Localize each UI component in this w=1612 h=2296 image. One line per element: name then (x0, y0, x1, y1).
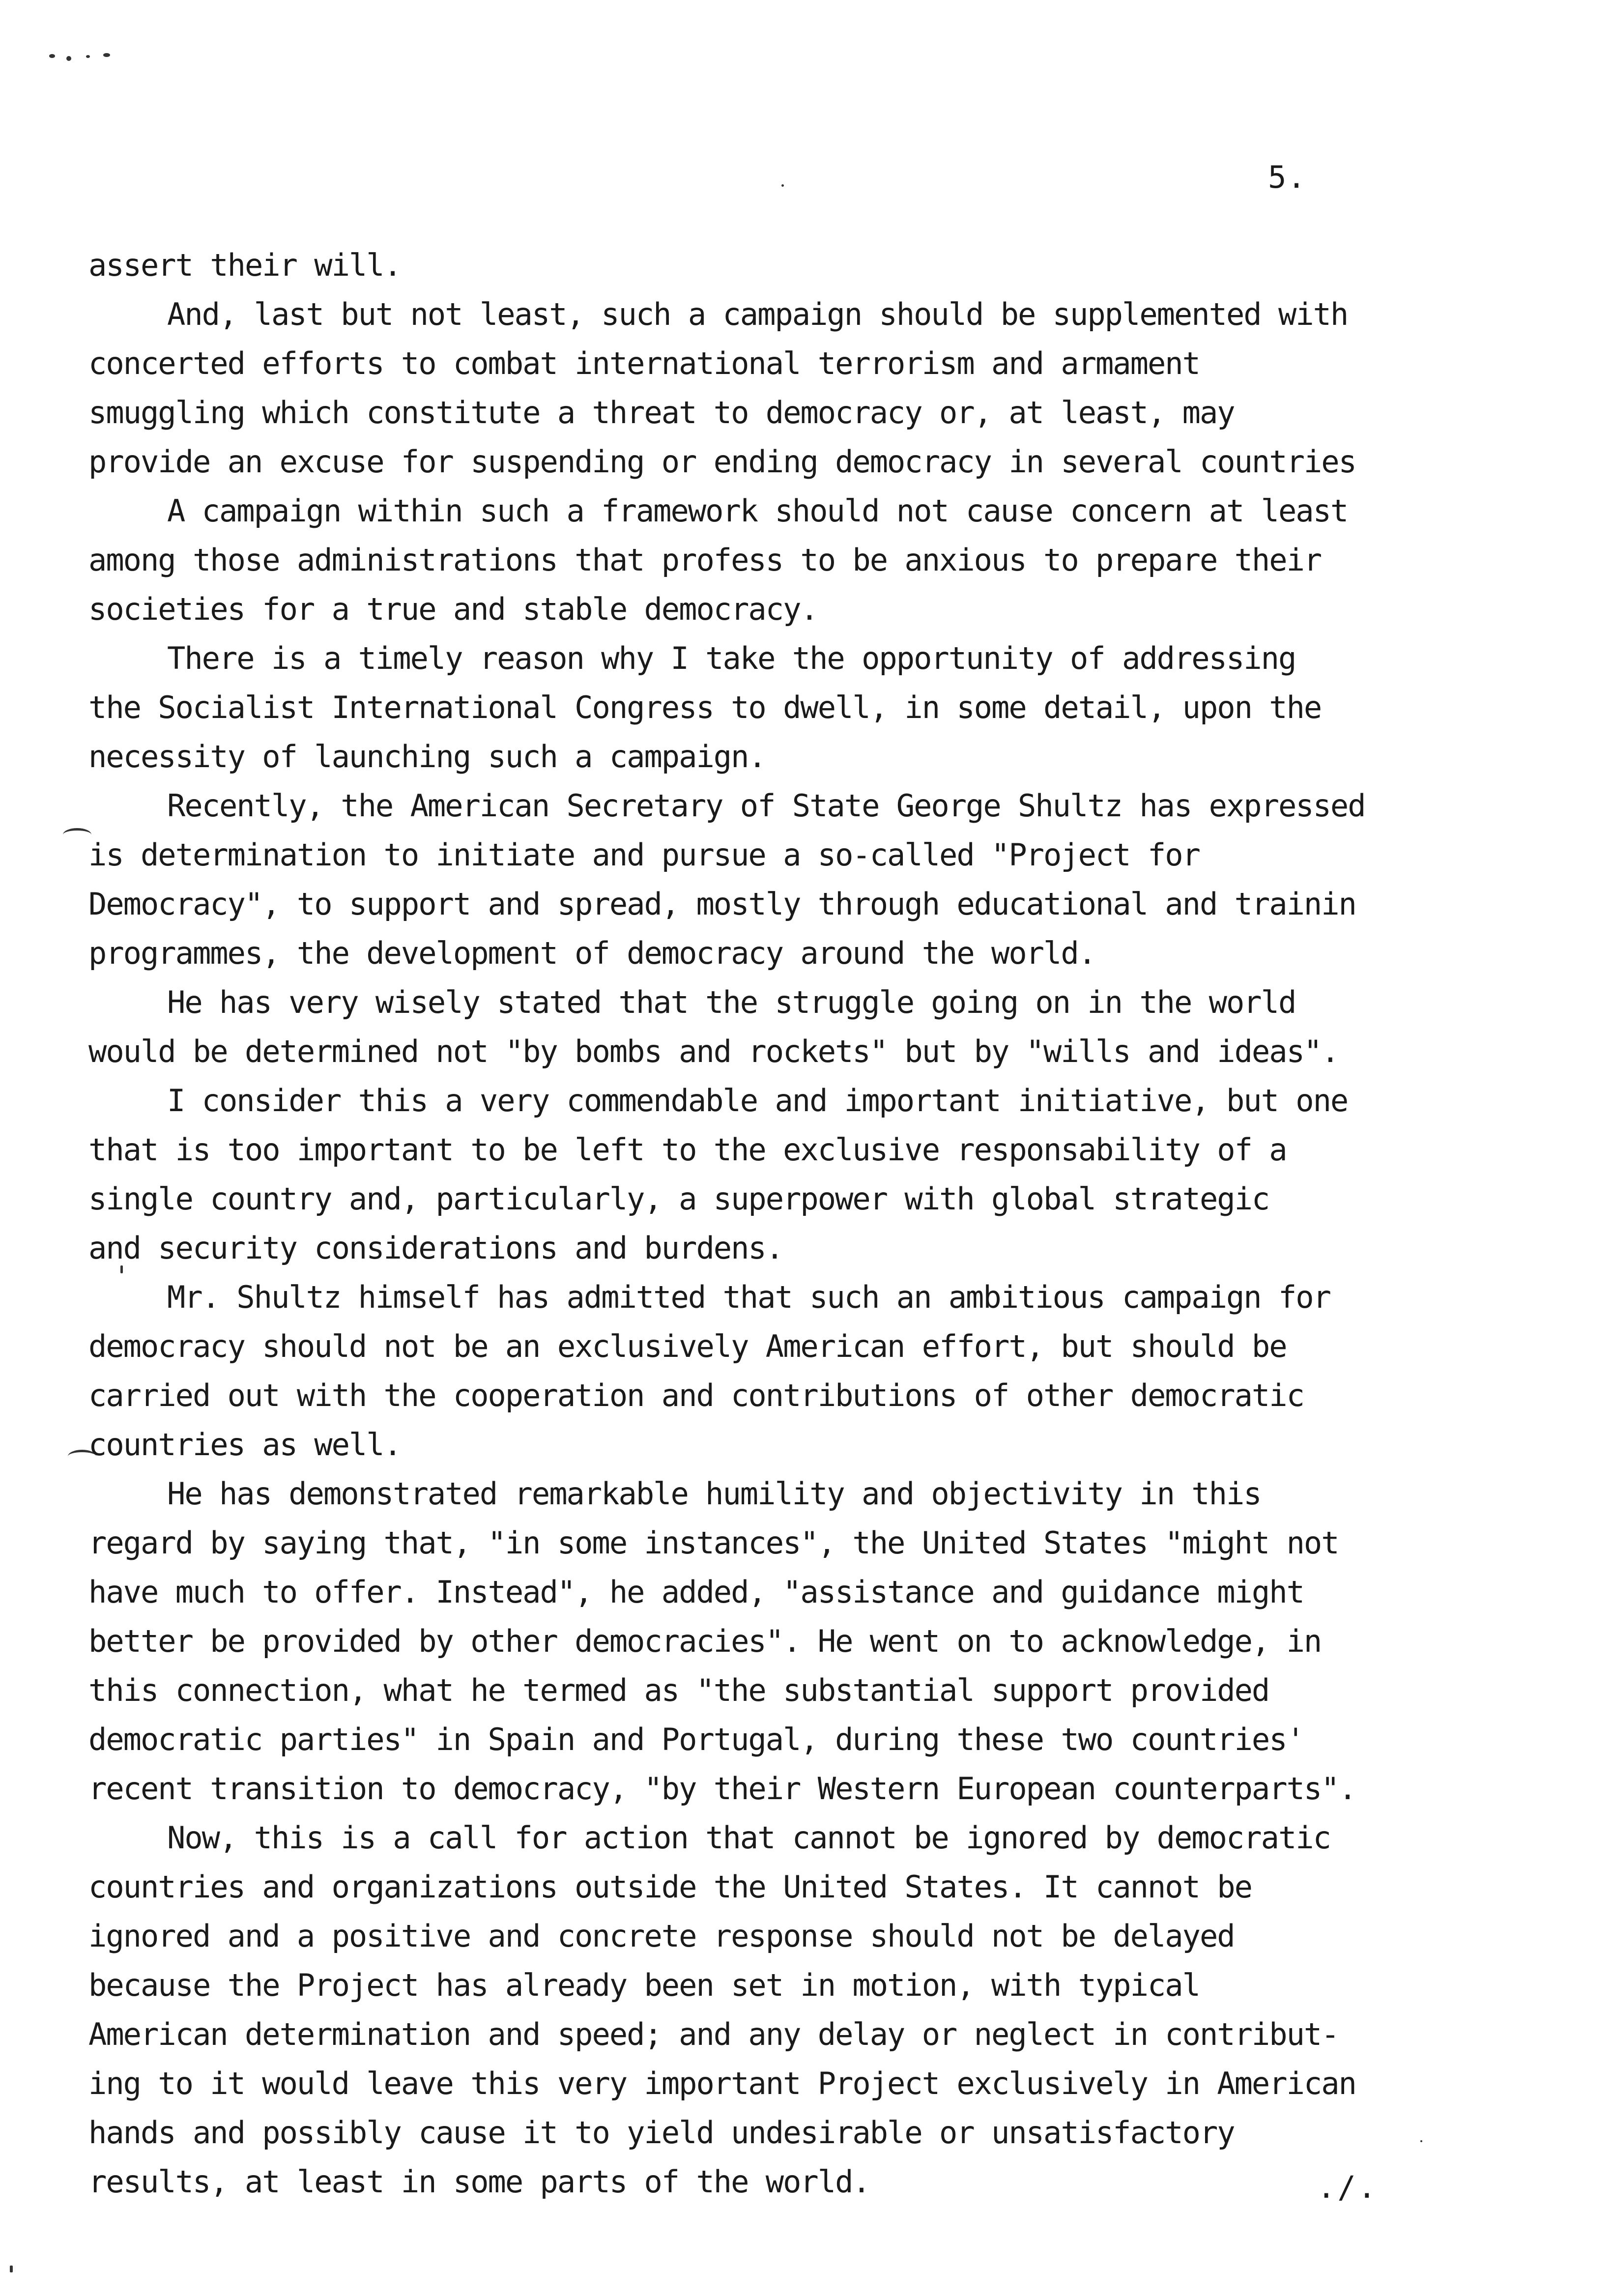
text-line: carried out with the cooperation and contributions of other democratic (88, 1378, 1304, 1413)
text-line: hands and possibly cause it to yield undesirable or unsatisfactory (88, 2115, 1235, 2151)
page-number: 5. (1268, 159, 1307, 195)
text-line: American determination and speed; and any delay or neglect in contribut- (88, 2016, 1339, 2052)
margin-speck (49, 54, 55, 58)
margin-speck (66, 56, 71, 61)
text-line: Now, this is a call for action that cannot be ignored by democratic (167, 1820, 1330, 1856)
margin-speck (103, 53, 110, 57)
text-line: Democracy", to support and spread, mostly through educational and trainin (88, 886, 1356, 922)
continuation-mark: ./. (1317, 2169, 1378, 2205)
text-line: is determination to initiate and pursue a so-called "Project for (88, 837, 1200, 873)
text-line: countries as well. (88, 1427, 401, 1463)
text-line: programmes, the development of democracy around the world. (88, 935, 1095, 971)
text-line: regard by saying that, "in some instances", the United States "might not (88, 1525, 1339, 1561)
text-line: this connection, what he termed as "the substantial support provided (88, 1672, 1269, 1708)
text-line: Recently, the American Secretary of State George Shultz has expressed (167, 788, 1365, 824)
text-line: societies for a true and stable democracy. (88, 591, 818, 627)
text-line: Mr. Shultz himself has admitted that such an ambitious campaign for (167, 1279, 1330, 1315)
text-line: assert their will. (88, 247, 401, 283)
text-line: better be provided by other democracies". He went on to acknowledge, in (88, 1623, 1322, 1659)
text-line: ing to it would leave this very important Project exclusively in American (88, 2066, 1356, 2101)
text-line: results, at least in some parts of the world. (88, 2164, 870, 2200)
text-line: countries and organizations outside the United States. It cannot be (88, 1869, 1252, 1905)
text-line: that is too important to be left to the exclusive responsability of a (88, 1132, 1287, 1168)
text-line: He has demonstrated remarkable humility and objectivity in this (167, 1476, 1261, 1512)
text-line: A campaign within such a framework should not cause concern at least (167, 493, 1348, 529)
text-line: and security considerations and burdens. (88, 1230, 783, 1266)
text-line: among those administrations that profess to be anxious to prepare their (88, 542, 1322, 578)
text-line: There is a timely reason why I take the opportunity of addressing (167, 640, 1296, 676)
margin-speck (86, 55, 90, 58)
text-line: And, last but not least, such a campaign should be supplemented with (167, 296, 1348, 332)
text-line: smuggling which constitute a threat to democracy or, at least, may (88, 395, 1235, 430)
text-line: concerted efforts to combat international terrorism and armament (88, 345, 1200, 381)
text-line: the Socialist International Congress to dwell, in some detail, upon the (88, 689, 1322, 725)
text-line: provide an excuse for suspending or ending democracy in several countries (88, 444, 1356, 480)
text-line: democratic parties" in Spain and Portugal, during these two countries' (88, 1722, 1304, 1757)
text-line: He has very wisely stated that the struggle going on in the world (167, 984, 1296, 1020)
margin-arc-mark (63, 828, 91, 841)
text-line: because the Project has already been set in motion, with typical (88, 1967, 1200, 2003)
margin-speck (10, 2266, 13, 2272)
text-line: recent transition to democracy, "by their Western European counterparts". (88, 1771, 1356, 1807)
text-line: democracy should not be an exclusively American effort, but should be (88, 1328, 1287, 1364)
text-line: I consider this a very commendable and important initiative, but one (167, 1083, 1348, 1119)
text-line: would be determined not "by bombs and rockets" but by "wills and ideas". (88, 1033, 1339, 1069)
text-line: have much to offer. Instead", he added, "assistance and guidance might (88, 1574, 1304, 1610)
text-line: necessity of launching such a campaign. (88, 739, 766, 775)
text-line: single country and, particularly, a superpower with global strategic (88, 1181, 1269, 1217)
body-text (88, 241, 1543, 2207)
margin-speck (781, 184, 784, 187)
text-line: ignored and a positive and concrete response should not be delayed (88, 1918, 1235, 1954)
